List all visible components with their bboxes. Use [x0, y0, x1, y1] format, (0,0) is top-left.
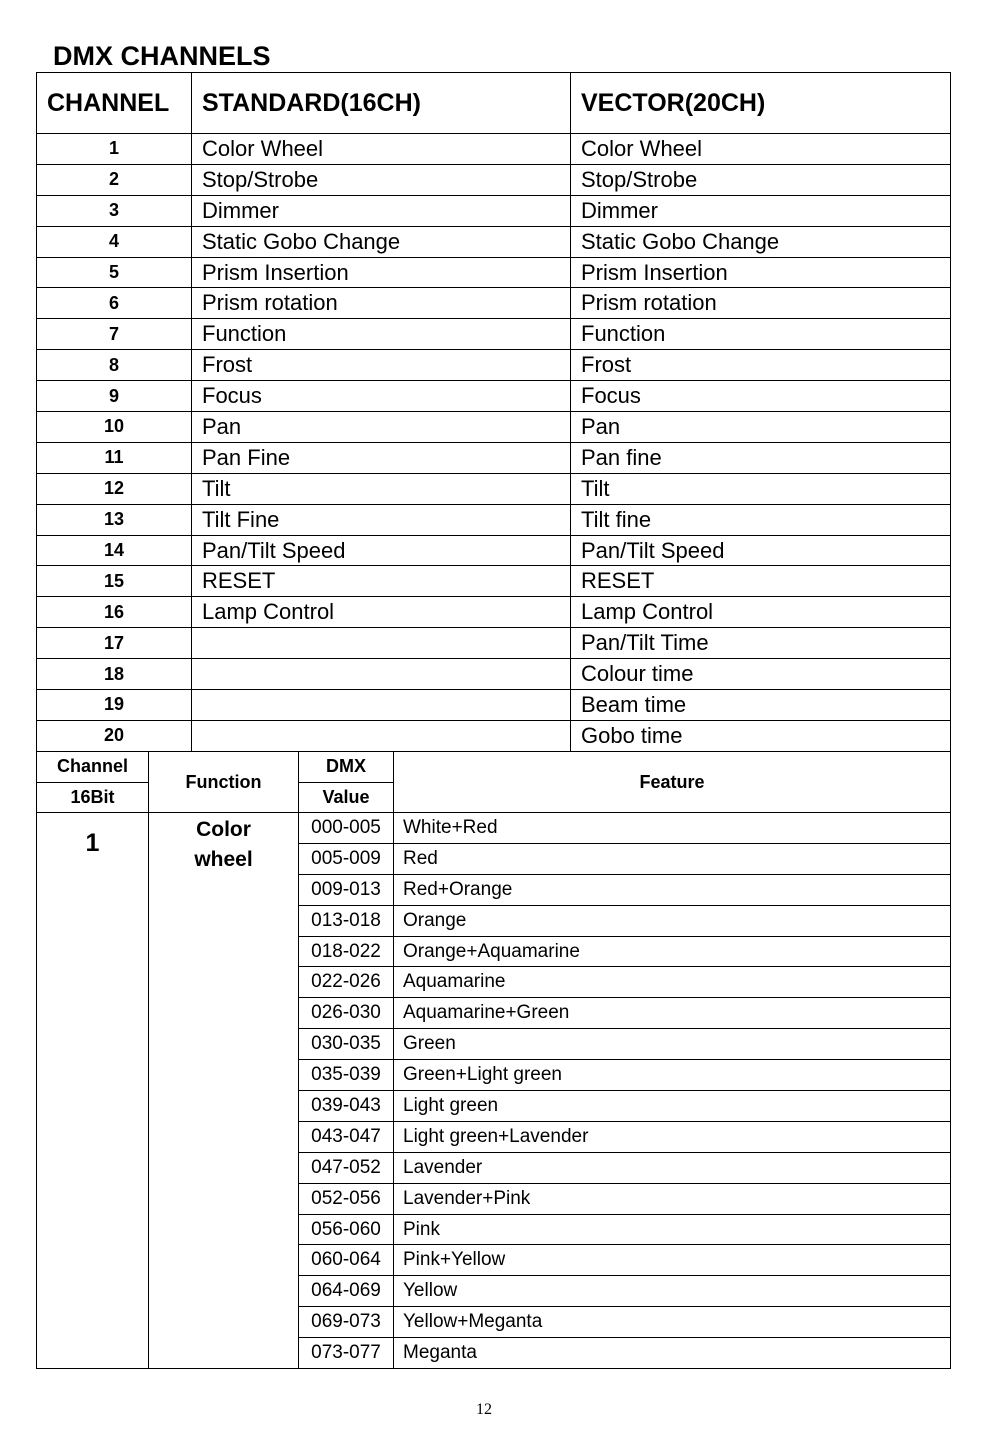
feature: Orange — [394, 905, 951, 936]
vector-function: Prism rotation — [571, 288, 951, 319]
detail-header-row-1 — [37, 752, 951, 783]
dmx-value: 018-022 — [299, 936, 394, 967]
table-row — [37, 628, 951, 659]
channel-number: 8 — [37, 350, 192, 381]
table-row — [37, 597, 951, 628]
function-line-1: Color — [196, 818, 251, 841]
table-row — [37, 381, 951, 412]
dmx-value: 064-069 — [299, 1276, 394, 1307]
table-row — [37, 412, 951, 443]
feature: Pink+Yellow — [394, 1245, 951, 1276]
table-row — [37, 226, 951, 257]
standard-function: RESET — [192, 566, 571, 597]
feature: White+Red — [394, 813, 951, 844]
channel-number: 12 — [37, 473, 192, 504]
vector-function: Focus — [571, 381, 951, 412]
dmx-value: 052-056 — [299, 1183, 394, 1214]
vector-function: Static Gobo Change — [571, 226, 951, 257]
feature: Aquamarine — [394, 967, 951, 998]
header-function: Function — [149, 752, 299, 813]
header-channel: CHANNEL — [37, 73, 192, 134]
standard-function: Pan/Tilt Speed — [192, 535, 571, 566]
feature: Green — [394, 1029, 951, 1060]
channel-number: 19 — [37, 690, 192, 721]
feature: Red — [394, 843, 951, 874]
standard-function: Pan — [192, 412, 571, 443]
standard-function — [192, 690, 571, 721]
function-name — [149, 813, 299, 1369]
channel-number: 6 — [37, 288, 192, 319]
standard-function: Tilt — [192, 473, 571, 504]
standard-function: Lamp Control — [192, 597, 571, 628]
feature: Pink — [394, 1214, 951, 1245]
channel-number: 9 — [37, 381, 192, 412]
dmx-value: 026-030 — [299, 998, 394, 1029]
vector-function: Lamp Control — [571, 597, 951, 628]
standard-function — [192, 720, 571, 751]
vector-function: Beam time — [571, 690, 951, 721]
channel-number: 14 — [37, 535, 192, 566]
dmx-value: 039-043 — [299, 1091, 394, 1122]
standard-function: Dimmer — [192, 195, 571, 226]
dmx-value: 069-073 — [299, 1307, 394, 1338]
table-row — [37, 566, 951, 597]
table-row — [37, 720, 951, 751]
color-wheel-table — [36, 751, 951, 1369]
page-title: DMX CHANNELS — [53, 41, 271, 71]
standard-function: Color Wheel — [192, 134, 571, 165]
table-row — [37, 813, 951, 844]
vector-function: Stop/Strobe — [571, 164, 951, 195]
channels-header-row — [37, 73, 951, 134]
dmx-value: 000-005 — [299, 813, 394, 844]
vector-function: Pan — [571, 412, 951, 443]
feature: Lavender — [394, 1152, 951, 1183]
table-row — [37, 195, 951, 226]
feature: Lavender+Pink — [394, 1183, 951, 1214]
standard-function: Static Gobo Change — [192, 226, 571, 257]
feature: Red+Orange — [394, 874, 951, 905]
function-line-2: wheel — [194, 848, 253, 871]
channel-number: 15 — [37, 566, 192, 597]
dmx-value: 013-018 — [299, 905, 394, 936]
feature: Aquamarine+Green — [394, 998, 951, 1029]
vector-function: Tilt — [571, 473, 951, 504]
standard-function: Pan Fine — [192, 442, 571, 473]
channel-number: 1 — [37, 134, 192, 165]
table-row — [37, 504, 951, 535]
header-dmx: DMX — [299, 752, 394, 783]
table-row — [37, 350, 951, 381]
vector-function: Color Wheel — [571, 134, 951, 165]
channel-number: 18 — [37, 659, 192, 690]
vector-function: Frost — [571, 350, 951, 381]
vector-function: Colour time — [571, 659, 951, 690]
standard-function: Stop/Strobe — [192, 164, 571, 195]
standard-function: Focus — [192, 381, 571, 412]
vector-function: RESET — [571, 566, 951, 597]
channel-number: 17 — [37, 628, 192, 659]
table-row — [37, 319, 951, 350]
vector-function: Pan fine — [571, 442, 951, 473]
header-standard: STANDARD(16CH) — [192, 73, 571, 134]
dmx-value: 047-052 — [299, 1152, 394, 1183]
feature: Yellow+Meganta — [394, 1307, 951, 1338]
channel-number: 20 — [37, 720, 192, 751]
dmx-value: 043-047 — [299, 1121, 394, 1152]
standard-function: Frost — [192, 350, 571, 381]
dmx-value: 035-039 — [299, 1060, 394, 1091]
table-row — [37, 535, 951, 566]
vector-function: Tilt fine — [571, 504, 951, 535]
channel-number: 3 — [37, 195, 192, 226]
feature: Light green — [394, 1091, 951, 1122]
vector-function: Gobo time — [571, 720, 951, 751]
page-number: 12 — [476, 1401, 492, 1418]
dmx-value: 056-060 — [299, 1214, 394, 1245]
dmx-value: 060-064 — [299, 1245, 394, 1276]
table-row — [37, 164, 951, 195]
vector-function: Prism Insertion — [571, 257, 951, 288]
feature: Green+Light green — [394, 1060, 951, 1091]
channel-number: 5 — [37, 257, 192, 288]
standard-function: Tilt Fine — [192, 504, 571, 535]
channels-table — [36, 72, 951, 752]
table-row — [37, 257, 951, 288]
vector-function: Function — [571, 319, 951, 350]
dmx-value: 030-035 — [299, 1029, 394, 1060]
table-row — [37, 134, 951, 165]
channel-number: 16 — [37, 597, 192, 628]
channel-number: 2 — [37, 164, 192, 195]
header-16bit: 16Bit — [37, 782, 149, 813]
standard-function — [192, 659, 571, 690]
standard-function — [192, 628, 571, 659]
channel-number: 1 — [37, 813, 149, 1369]
header-feature: Feature — [394, 752, 951, 813]
vector-function: Pan/Tilt Speed — [571, 535, 951, 566]
channel-number: 4 — [37, 226, 192, 257]
dmx-value: 009-013 — [299, 874, 394, 905]
feature: Meganta — [394, 1338, 951, 1369]
dmx-value: 005-009 — [299, 843, 394, 874]
channel-number: 13 — [37, 504, 192, 535]
channel-number: 11 — [37, 442, 192, 473]
feature: Orange+Aquamarine — [394, 936, 951, 967]
standard-function: Function — [192, 319, 571, 350]
channel-number: 7 — [37, 319, 192, 350]
table-row — [37, 659, 951, 690]
feature: Light green+Lavender — [394, 1121, 951, 1152]
header-channel: Channel — [37, 752, 149, 783]
vector-function: Pan/Tilt Time — [571, 628, 951, 659]
table-row — [37, 442, 951, 473]
feature: Yellow — [394, 1276, 951, 1307]
table-row — [37, 690, 951, 721]
table-row — [37, 473, 951, 504]
vector-function: Dimmer — [571, 195, 951, 226]
table-row — [37, 288, 951, 319]
header-vector: VECTOR(20CH) — [571, 73, 951, 134]
dmx-value: 073-077 — [299, 1338, 394, 1369]
channel-number: 10 — [37, 412, 192, 443]
standard-function: Prism Insertion — [192, 257, 571, 288]
standard-function: Prism rotation — [192, 288, 571, 319]
dmx-value: 022-026 — [299, 967, 394, 998]
header-value: Value — [299, 782, 394, 813]
